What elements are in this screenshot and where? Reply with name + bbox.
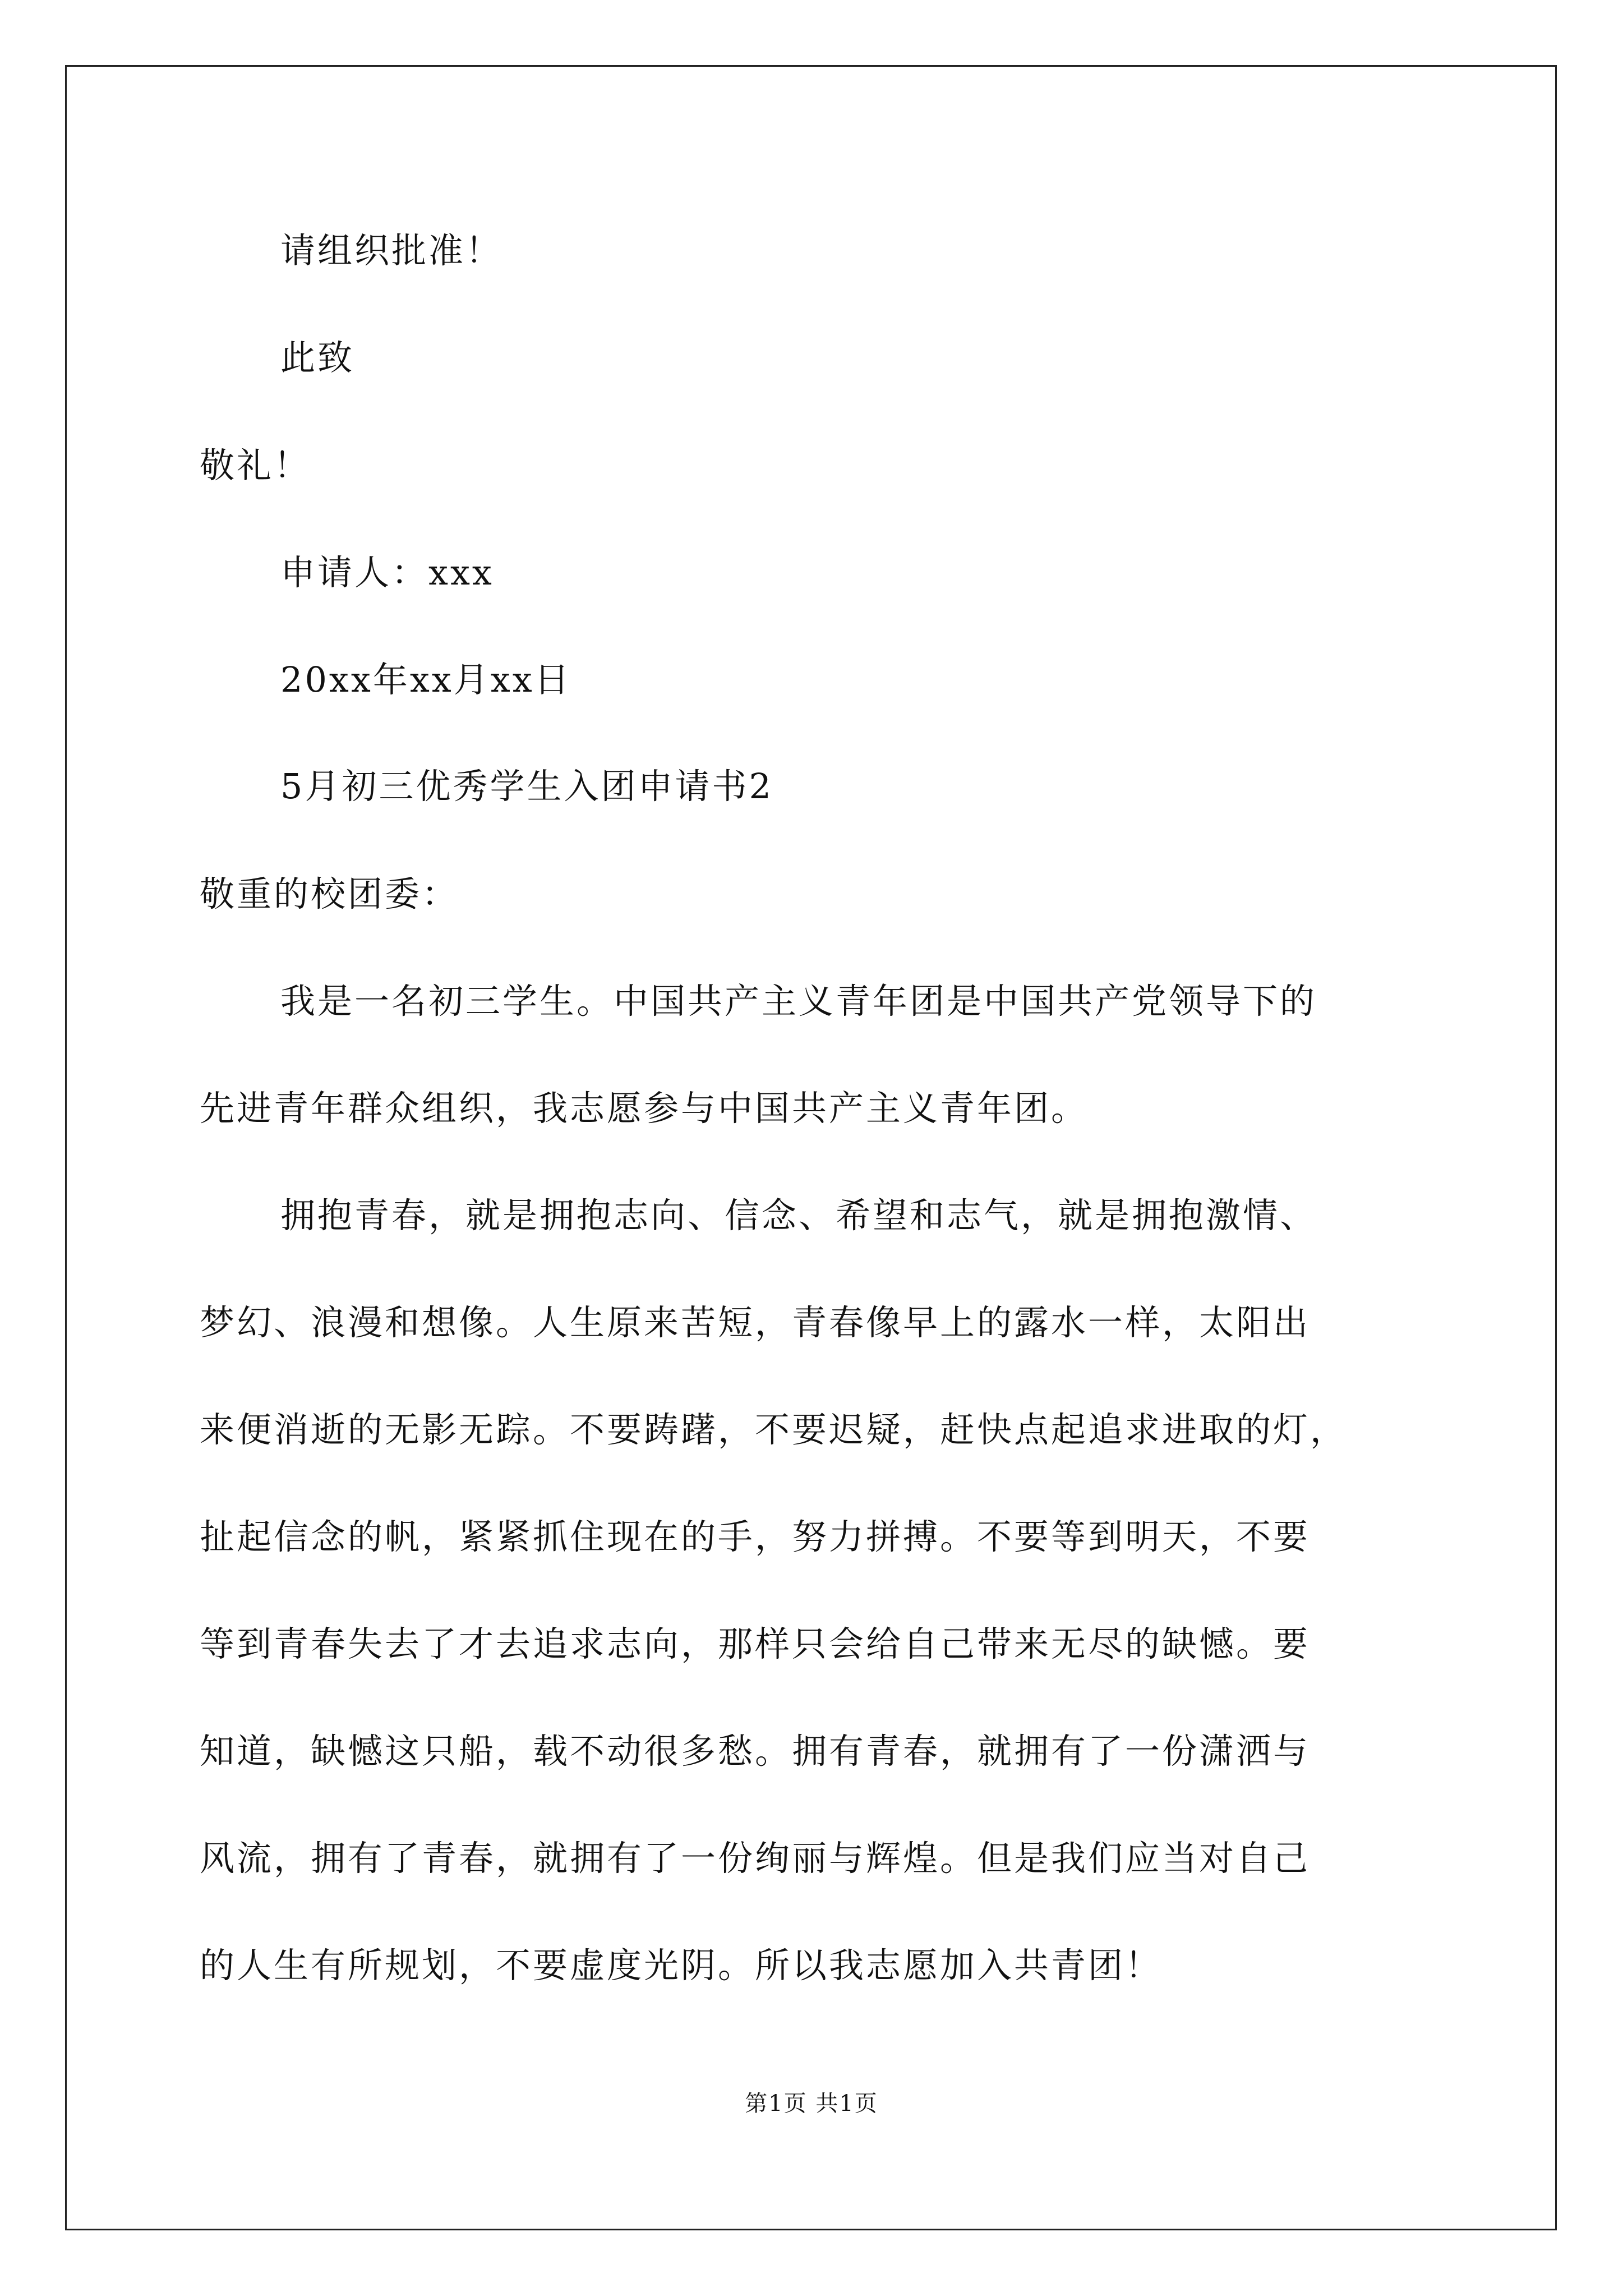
paragraph-line: 等到青春失去了才去追求志向，那样只会给自己带来无尽的缺憾。要: [200, 1623, 1311, 1664]
approval-request: 请组织批准！: [280, 230, 503, 271]
paragraph-line: 的人生有所规划，不要虚度光阴。所以我志愿加入共青团！: [200, 1945, 1163, 1986]
page-border: [65, 65, 1557, 2230]
paragraph-line: 我是一名初三学生。中国共产主义青年团是中国共产党领导下的: [280, 981, 1317, 1022]
closing-respect: 敬礼！: [200, 445, 311, 486]
date-line: 20xx年xx月xx日: [280, 659, 571, 700]
paragraph-line: 扯起信念的帆，紧紧抓住现在的手，努力拼搏。不要等到明天，不要: [200, 1516, 1311, 1557]
paragraph-line: 来便消逝的无影无踪。不要踌躇，不要迟疑，赶快点起追求进取的灯，: [200, 1409, 1348, 1450]
paragraph-line: 梦幻、浪漫和想像。人生原来苦短，青春像早上的露水一样，太阳出: [200, 1302, 1311, 1343]
paragraph-line: 先进青年群众组织，我志愿参与中国共产主义青年团。: [200, 1088, 1089, 1129]
paragraph-line: 拥抱青春，就是拥抱志向、信念、希望和志气，就是拥抱激情、: [280, 1195, 1317, 1236]
letter-salutation: 敬重的校团委：: [200, 873, 459, 914]
paragraph-line: 知道，缺憾这只船，载不动很多愁。拥有青春，就拥有了一份潇洒与: [200, 1731, 1311, 1772]
applicant-line: 申请人：xxx: [280, 552, 494, 593]
section-title: 5月初三优秀学生入团申请书2: [280, 766, 773, 807]
page-number-footer: 第1页 共1页: [745, 2091, 878, 2116]
closing-salutation: 此致: [280, 337, 355, 378]
paragraph-line: 风流，拥有了青春，就拥有了一份绚丽与辉煌。但是我们应当对自己: [200, 1838, 1311, 1879]
